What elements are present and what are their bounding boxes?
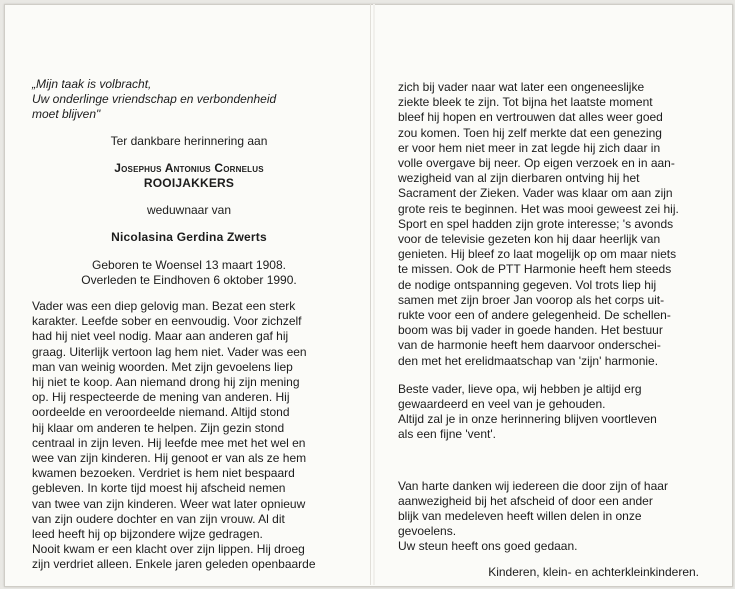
body-line: wee van zijn kinderen. Hij genoot er van als ze hem [32,451,307,466]
body-line: bleef hij hopen en vertrouwen dat alles weer goed [398,110,663,125]
body-line: kwamen bezoeken. Verdriet is hem niet bespaard [32,466,295,481]
signature: Kinderen, klein- en achterkleinkinderen. [488,564,699,579]
thanks-line: Van harte danken wij iedereen die door zijn of haar [398,478,668,493]
card-fold-line [370,4,371,585]
farewell-line: Beste vader, lieve opa, wij hebben je altijd erg [398,381,642,396]
body-line: graag. Uiterlijk vertoon lag hem niet. Vader was een [32,344,307,359]
body-line: te missen. Ook de PTT Harmonie heeft hem steeds [398,262,672,277]
body-line: Sacrament der Zieken. Vader was klaar om aan zijn [398,186,673,201]
thanks-line: gevoelens. [398,524,457,539]
body-line: den met het erelidmaatschap van 'zijn' harmonie. [398,353,659,368]
body-line: ziekte bleek te zijn. Tot bijna het laatste moment [398,95,653,110]
quote-line: Uw onderlinge vriendschap en verbondenheid [32,92,277,107]
body-line: boom was bij vader in goede handen. Het bestuur [398,323,663,338]
body-line: volle overgave bij neer. Op eigen verzoek en in aan- [398,156,675,171]
body-line: leed heeft hij op bijzondere wijze gedragen. [32,527,263,542]
remembrance-intro: Ter dankbare herinnering aan [110,133,268,148]
farewell-line: Altijd zal je in onze herinnering blijven voortleven [398,412,657,427]
body-line: er voor hem niet meer in zat legde hij zich daar in [398,140,661,155]
body-line: genieten. Hij bleef zo laat mogelijk op om maar niets [398,247,677,262]
body-line: grote reis te beginnen. Het was mooi geweest zei hij. [398,201,679,216]
death-line: Overleden te Eindhoven 6 oktober 1990. [81,272,297,287]
thanks-line: Uw steun heeft ons goed gedaan. [398,539,578,554]
body-line: van twee van zijn kinderen. Weer wat later opnieuw [32,496,306,511]
right-body-text [398,80,719,369]
deceased-name-line1: Josephus Antonius Cornelus [114,160,264,175]
body-line: Nooit kwam er een klacht over zijn lippen. Hij droeg [32,542,305,557]
body-line: Vader was een diep gelovig man. Bezat een sterk [32,299,296,314]
body-line: gebleven. In korte tijd moest hij afscheid nemen [32,481,286,496]
farewell-line: als een fijne 'vent'. [398,427,496,442]
body-line: oordeelde en veroordeelde niemand. Altijd stond [32,405,290,420]
body-line: had hij niet veel nodig. Maar aan anderen gaf hij [32,329,289,344]
thanks-line: aanwezigheid bij het afscheid of door een ander [398,493,653,508]
body-line: van zijn oudere dochter en van zijn vrouw. Al dit [32,511,285,526]
body-line: zijn verdriet alleen. Enkele jaren geleden openbaarde [32,557,316,572]
body-line: zich bij vader naar wat later een ongeneeslijke [398,80,645,94]
thanks-paragraph [398,479,719,555]
body-line: samen met zijn broer Jan voorop als het corps uit- [398,292,665,307]
thanks-line: blijk van medeleven heeft willen delen in onze [398,509,642,524]
body-line: Sport en spel hadden zijn grote interesse; 's avonds [398,216,674,231]
body-line: karakter. Leefde sober en eenvoudig. Voor zichzelf [32,314,302,329]
farewell-paragraph [398,382,719,443]
farewell-line: gewaardeerd en veel van je gehouden. [398,397,606,412]
left-panel [32,77,346,573]
body-line: de nodige ontspanning gegeven. Vol trots liep hij [398,277,657,292]
birth-line: Geboren te Woensel 13 maart 1908. [92,257,286,272]
body-line: van de harmonie heeft hem daarvoor onderschei- [398,338,661,353]
left-body-text [32,299,346,573]
body-line: wezigheid van al zijn dierbaren ontving hij het [398,171,640,186]
body-line: rukte voor een of andere gelegenheid. De schellen- [398,308,671,323]
right-panel [398,80,719,580]
widower-label: weduwnaar van [146,203,232,218]
body-line: voor de televisie gezeten kon hij daar heerlijk van [398,232,661,247]
body-line: zou komen. Toen hij zelf merkte dat een genezing [398,125,662,140]
spouse-name: Nicolasina Gerdina Zwerts [111,230,267,245]
body-line: man van weinig woorden. Met zijn gevoelens liep [32,359,293,374]
quote-line: moet blijven" [32,107,101,122]
card-fold-highlight [373,4,375,585]
deceased-name-line2: ROOIJAKKERS [143,176,235,191]
body-line: hij niet te koop. Aan niemand drong hij zijn mening [32,375,300,390]
body-line: centraal in zijn leven. Hij leefde mee met het wel en [32,435,306,450]
body-line: op. Hij respecteerde de mening van anderen. Hij [32,390,290,405]
opening-quote [32,77,346,123]
body-line: hij klaar om anderen te helpen. Zijn gezin stond [32,420,285,435]
quote-line: „Mijn taak is volbracht, [32,77,152,91]
